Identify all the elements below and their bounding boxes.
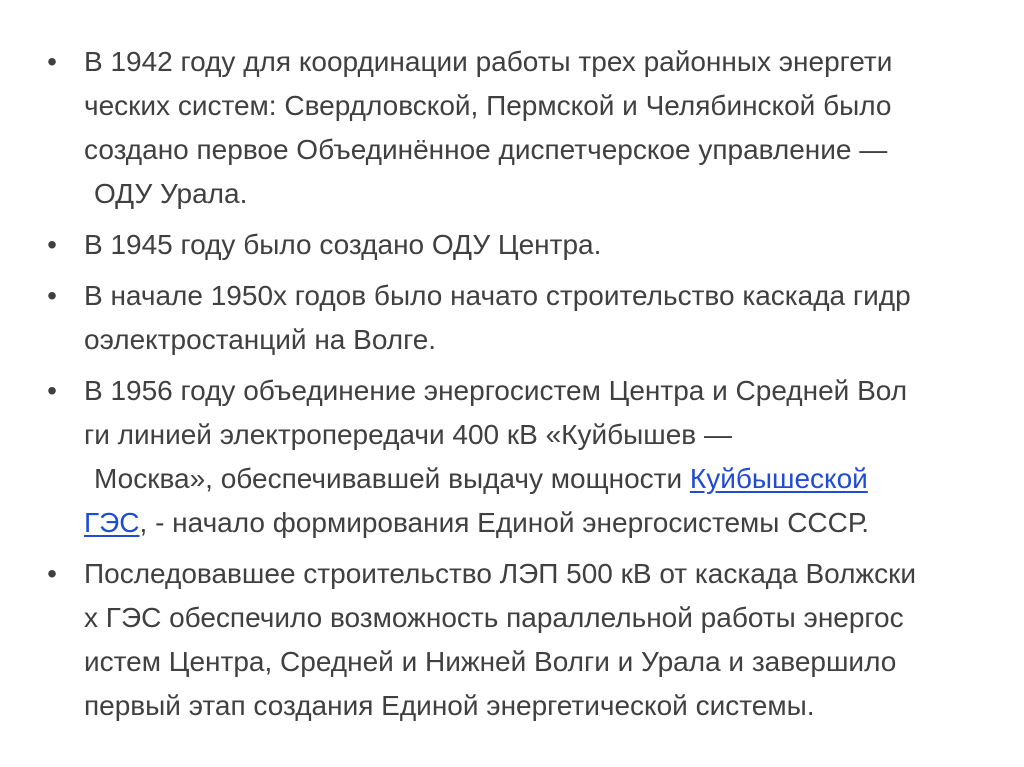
- text-line: В начале 1950х годов было начато строительство каскада гидр: [84, 280, 911, 311]
- bullet-item-1956: [40, 369, 1000, 545]
- bullet-icon: •: [47, 558, 57, 589]
- text-line: создано первое Объединённое диспетчерское управление —: [84, 134, 888, 165]
- text-line: [84, 501, 1000, 545]
- bullet-icon: •: [47, 46, 57, 77]
- bullet-item-500kv: [40, 552, 1000, 728]
- bullet-item-1950s: [40, 274, 1000, 362]
- bullet-item-1942: [40, 40, 1000, 216]
- bullet-list: [40, 40, 1000, 735]
- text-line: истем Центра, Средней и Нижней Волги и Урала и завершило: [84, 646, 897, 677]
- kuibyshev-hpp-link[interactable]: ГЭС: [84, 507, 140, 538]
- text-line: [84, 457, 1000, 501]
- kuibyshev-hpp-link[interactable]: Куйбышеской: [689, 463, 868, 494]
- text-segment: , - начало формирования Единой энергосистемы СССР.: [139, 507, 870, 538]
- bullet-icon: •: [47, 280, 57, 311]
- text-line: оэлектростанций на Волге.: [84, 324, 437, 355]
- text-line: В 1942 году для координации работы трех районных энергети: [84, 46, 893, 77]
- text-line: ческих систем: Свердловской, Пермской и Челябинской было: [84, 90, 892, 121]
- text-line: Последовавшее строительство ЛЭП 500 кВ от каскада Волжски: [84, 558, 917, 589]
- text-line: первый этап создания Единой энергетической системы.: [84, 690, 815, 721]
- text-line: В 1945 году было создано ОДУ Центра.: [84, 229, 602, 260]
- bullet-item-1945: [40, 223, 1000, 267]
- bullet-icon: •: [47, 375, 57, 406]
- text-line: х ГЭС обеспечило возможность параллельной работы энергос: [84, 602, 904, 633]
- bullet-icon: •: [47, 229, 57, 260]
- text-line: В 1956 году объединение энергосистем Центра и Средней Вол: [84, 375, 908, 406]
- text-line: ОДУ Урала.: [94, 178, 248, 209]
- text-line: ги линией электропередачи 400 кВ «Куйбышев —: [84, 419, 732, 450]
- text-segment: Москва», обеспечивавшей выдачу мощности: [94, 463, 690, 494]
